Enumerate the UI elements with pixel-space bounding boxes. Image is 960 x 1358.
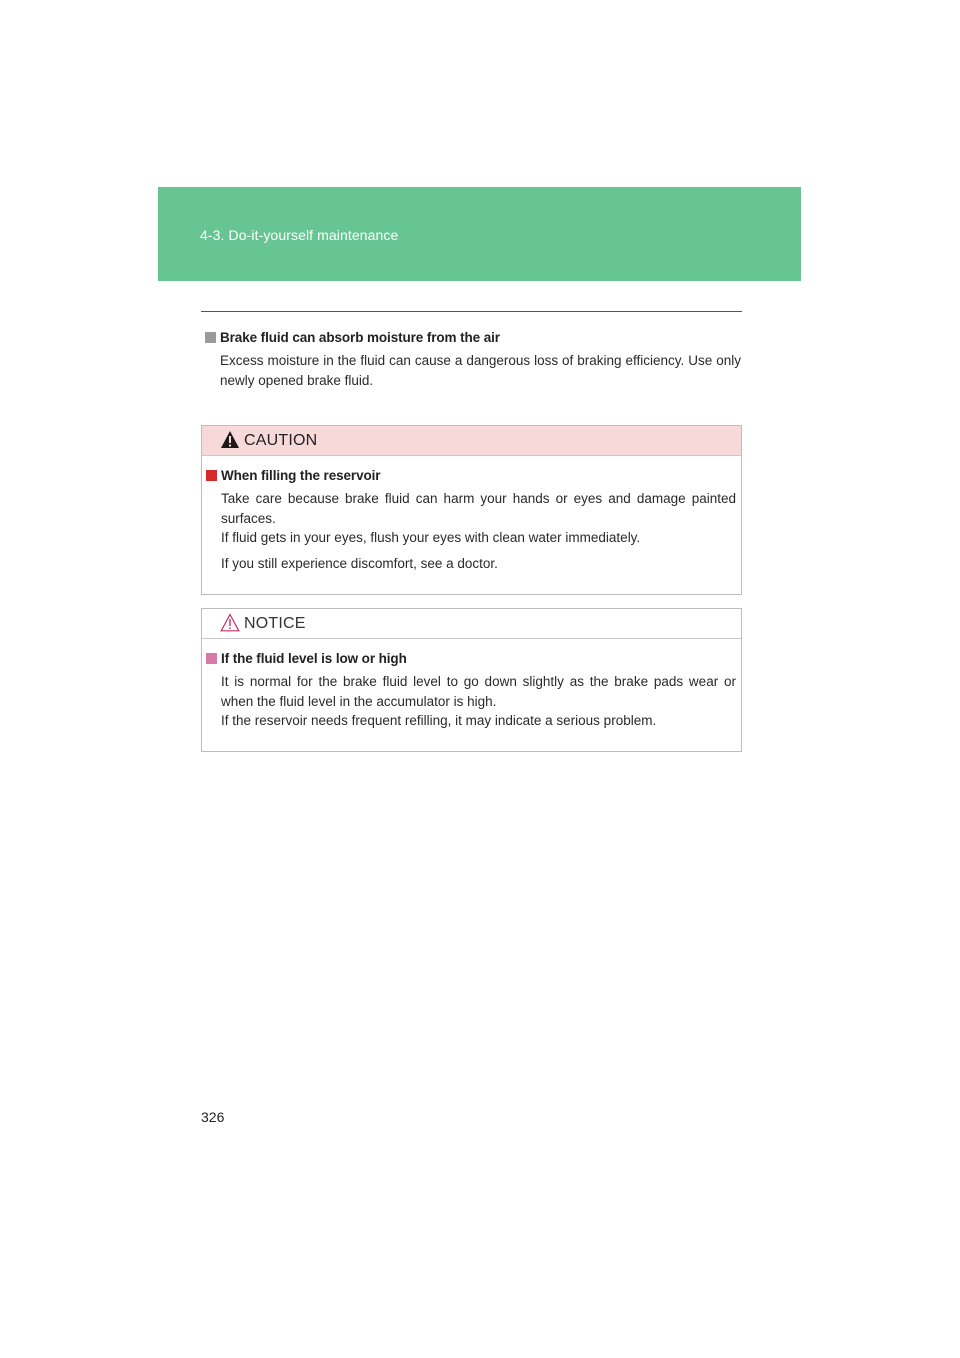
notice-paragraph: It is normal for the brake fluid level to go down slightly as the brake pads wear or when the fluid level in the accumulator is high. bbox=[221, 674, 736, 709]
caution-body bbox=[206, 468, 736, 573]
notice-box bbox=[201, 608, 742, 752]
info-text: Excess moisture in the fluid can cause a dangerous loss of braking efficiency. Use only newly opened brake fluid. bbox=[220, 353, 741, 388]
caution-paragraph: Take care because brake fluid can harm your hands or eyes and damage painted surfaces. bbox=[221, 491, 736, 526]
warning-triangle-icon bbox=[220, 430, 240, 449]
caution-header bbox=[202, 426, 741, 456]
caution-box bbox=[201, 425, 742, 595]
caution-paragraph: If fluid gets in your eyes, flush your eyes with clean water immediately. bbox=[221, 530, 641, 545]
notice-heading-text: If the fluid level is low or high bbox=[221, 651, 407, 666]
page-number: 326 bbox=[201, 1109, 225, 1125]
notice-heading bbox=[206, 651, 736, 666]
bullet-square-icon bbox=[206, 653, 217, 664]
notice-body bbox=[206, 651, 736, 731]
bullet-square-icon bbox=[205, 332, 216, 343]
info-heading-text: Brake fluid can absorb moisture from the air bbox=[220, 330, 500, 345]
caution-heading bbox=[206, 468, 736, 483]
info-section bbox=[205, 330, 741, 390]
notice-paragraph: If the reservoir needs frequent refilling, it may indicate a serious problem. bbox=[221, 713, 657, 728]
caution-label: CAUTION bbox=[244, 432, 318, 449]
bullet-square-icon bbox=[206, 470, 217, 481]
section-header-band bbox=[158, 187, 801, 281]
notice-label: NOTICE bbox=[244, 615, 306, 632]
top-divider bbox=[201, 311, 742, 312]
notice-header bbox=[202, 609, 741, 639]
warning-triangle-outline-icon bbox=[220, 613, 240, 632]
section-title: 4-3. Do-it-yourself maintenance bbox=[200, 227, 399, 243]
info-heading bbox=[205, 330, 741, 345]
caution-heading-text: When filling the reservoir bbox=[221, 468, 381, 483]
caution-paragraph: If you still experience discomfort, see a doctor. bbox=[221, 555, 498, 571]
